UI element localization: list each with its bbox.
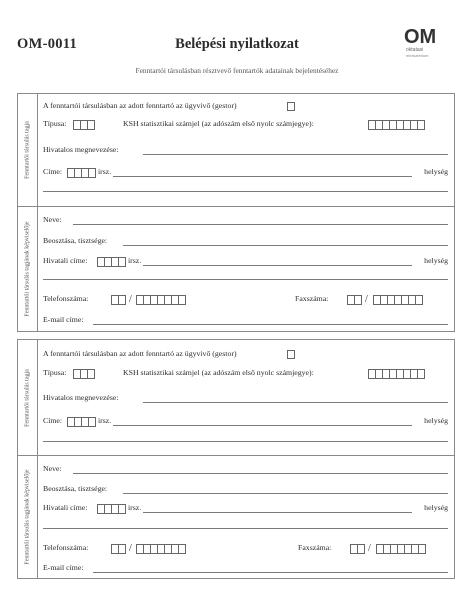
- email-label: E-mail címe:: [43, 563, 84, 572]
- address-city-input[interactable]: [113, 425, 412, 426]
- form-subtitle: Fenntartói társulásban résztvevő fenntartók adatainak bejelentéséhez: [135, 66, 339, 75]
- rep-position-row: [43, 483, 448, 495]
- rep-city-label: helység: [424, 503, 448, 512]
- fax-area-boxes[interactable]: [347, 295, 361, 305]
- city-label: helység: [424, 416, 448, 425]
- rep-office-address-label: Hivatali címe:: [43, 256, 88, 265]
- type-label: Típusa:: [43, 368, 67, 377]
- address-row: [43, 415, 448, 427]
- address-extra-line[interactable]: [43, 191, 448, 192]
- rep-name-input[interactable]: [73, 473, 448, 474]
- fax-area-boxes[interactable]: [350, 544, 364, 554]
- side-label-representative: Fenntartói társulás tagjának képviselője: [24, 469, 30, 565]
- postal-code-label: irsz.: [98, 416, 112, 425]
- postal-code-label: irsz.: [98, 167, 112, 176]
- side-label-representative: Fenntartói társulás tagjának képviselője: [24, 221, 30, 317]
- rep-name-input[interactable]: [73, 224, 448, 225]
- rep-address-extra-line[interactable]: [43, 528, 448, 529]
- postal-code-boxes[interactable]: [67, 168, 95, 178]
- type-ksh-row: [43, 118, 448, 130]
- rep-address-extra-line[interactable]: [43, 279, 448, 280]
- gestor-checkbox[interactable]: [287, 102, 295, 111]
- phone-number-boxes[interactable]: [136, 295, 185, 305]
- city-label: helység: [424, 167, 448, 176]
- side-label-organization: Fenntartói társulás tagja: [24, 368, 30, 427]
- form-code: OM-0011: [17, 36, 78, 52]
- rep-postal-code-boxes[interactable]: [97, 257, 125, 267]
- email-input[interactable]: [93, 572, 448, 573]
- rep-office-address-row: [43, 255, 448, 267]
- address-row: [43, 166, 448, 178]
- rep-name-row: [43, 214, 448, 226]
- rep-office-address-row: [43, 502, 448, 514]
- phone-number-boxes[interactable]: [136, 544, 185, 554]
- official-name-input[interactable]: [143, 402, 448, 403]
- email-input[interactable]: [93, 324, 448, 325]
- gestor-checkbox[interactable]: [287, 350, 295, 359]
- rep-name-label: Neve:: [43, 464, 62, 473]
- official-name-input[interactable]: [143, 154, 448, 155]
- rep-position-label: Beosztása, tisztsége:: [43, 484, 108, 493]
- rep-postal-code-boxes[interactable]: [97, 504, 125, 514]
- type-boxes[interactable]: [73, 120, 94, 130]
- member-block-2: [17, 339, 455, 579]
- rep-office-city-input[interactable]: [143, 265, 412, 266]
- ksh-boxes[interactable]: [368, 120, 424, 130]
- rep-postal-code-label: irsz.: [128, 256, 142, 265]
- phone-fax-row: Telefonszáma: / Faxszáma: /: [43, 293, 448, 305]
- address-label: Címe:: [43, 167, 63, 176]
- rep-city-label: helység: [424, 256, 448, 265]
- rep-position-input[interactable]: [123, 493, 448, 494]
- rep-office-address-label: Hivatali címe:: [43, 503, 88, 512]
- rep-office-city-input[interactable]: [143, 512, 412, 513]
- fax-number-boxes[interactable]: [376, 544, 425, 554]
- logo-subtext: oktatasi: [406, 47, 424, 53]
- type-boxes[interactable]: [73, 369, 94, 379]
- email-row: [43, 314, 448, 326]
- type-ksh-row: [43, 367, 448, 379]
- phone-area-boxes[interactable]: [111, 544, 125, 554]
- rep-name-row: [43, 463, 448, 475]
- fax-label: Faxszáma:: [298, 543, 332, 552]
- postal-code-boxes[interactable]: [67, 417, 95, 427]
- fax-number-boxes[interactable]: [373, 295, 422, 305]
- side-label-organization: Fenntartói társulás tagja: [24, 121, 30, 179]
- gestor-row: [43, 348, 448, 360]
- type-label: Típusa:: [43, 119, 67, 128]
- official-name-label: Hivatalos megnevezése:: [43, 145, 119, 154]
- phone-fax-row: Telefonszáma: / Faxszáma: /: [43, 542, 448, 554]
- logo-subtext-2: minisztérium: [406, 53, 429, 58]
- fax-label: Faxszáma:: [295, 294, 329, 303]
- official-name-row: [43, 144, 448, 156]
- rep-name-label: Neve:: [43, 215, 62, 224]
- logo-om-text: OM: [404, 26, 437, 48]
- address-label: Címe:: [43, 416, 63, 425]
- rep-position-label: Beosztása, tisztsége:: [43, 236, 108, 245]
- member-block-1: [17, 93, 455, 332]
- gestor-row: [43, 100, 448, 112]
- address-extra-line[interactable]: [43, 441, 448, 442]
- ministry-logo: [404, 27, 450, 63]
- phone-label: Telefonszáma:: [43, 294, 89, 303]
- official-name-label: Hivatalos megnevezése:: [43, 393, 119, 402]
- official-name-row: [43, 392, 448, 404]
- form-title: Belépési nyilatkozat: [175, 36, 299, 52]
- address-city-input[interactable]: [113, 176, 412, 177]
- rep-position-row: [43, 235, 448, 247]
- gestor-question: A fenntartói társulásban az adott fenntartó az ügyvivő (gestor): [43, 349, 237, 358]
- email-row: [43, 562, 448, 574]
- ksh-label: KSH statisztikai számjel (az adószám első nyolc számjegye):: [123, 119, 314, 128]
- ksh-label: KSH statisztikai számjel (az adószám első nyolc számjegye):: [123, 368, 314, 377]
- phone-label: Telefonszáma:: [43, 543, 89, 552]
- rep-position-input[interactable]: [123, 245, 448, 246]
- ksh-boxes[interactable]: [368, 369, 424, 379]
- gestor-question: A fenntartói társulásban az adott fenntartó az ügyvivő (gestor): [43, 101, 237, 110]
- phone-area-boxes[interactable]: [111, 295, 125, 305]
- rep-postal-code-label: irsz.: [128, 503, 142, 512]
- email-label: E-mail címe:: [43, 315, 84, 324]
